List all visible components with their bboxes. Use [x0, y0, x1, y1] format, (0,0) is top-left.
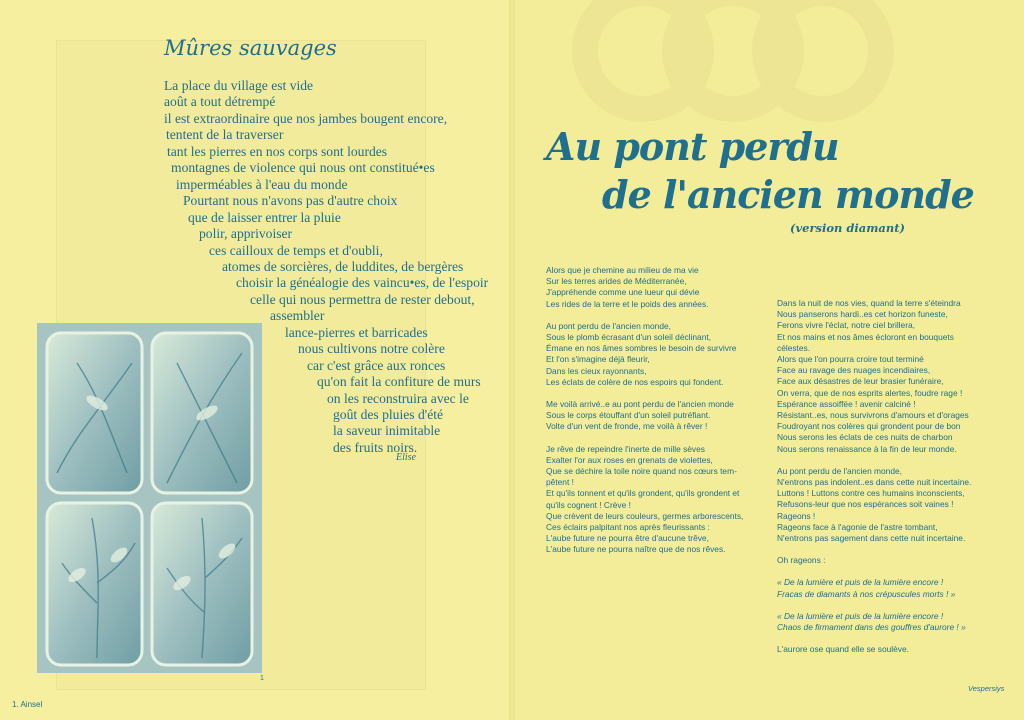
poem-line: on les reconstruira avec le: [327, 390, 469, 406]
page-gutter: [509, 0, 515, 720]
stanza: L'aurore ose quand elle se soulève.: [777, 644, 909, 655]
title-line-2: de l'ancien monde: [602, 172, 974, 217]
poem-line: ces cailloux de temps et d'oubli,: [209, 242, 383, 258]
poem-line: Pourtant nous n'avons pas d'autre choix: [183, 193, 398, 209]
engraved-tile-image: [37, 323, 262, 673]
stanza: Dans la nuit de nos vies, quand la terre s'éteindra Nous panserons hardi..es cet horizon funeste, Ferons vivre l'éclat, notre ciel brillera, Et nos mains et nos âmes écloront en bouquets célestes. Alors que l'on pourra croire tout terminé Face au ravage des nuages incendiaires, Face aux désastres de leur brasier funéraire, On verra, que de nos esprits alertes, foudre rage ! Espérance assoiffée ! avenir calciné ! Résistant..es, nous survivrons d'amours et d'orages Foudroyant nos colères qui grondent pour de bon Nous serons les éclats de ces nuits de charbon Nous serons renaissance à la fin de leur monde.: [777, 298, 969, 454]
poem-column-1: [546, 265, 761, 567]
stanza: Oh rageons :: [777, 555, 826, 566]
image-caption: 1: [260, 675, 264, 682]
poem-line: il est extraordinaire que nos jambes bougent encore,: [164, 110, 448, 126]
stanza: Je rêve de repeindre l'inerte de mille sèves Exalter l'or aux roses en grenats de violettes, Que se déchire la toile noire quand nos cœurs tem- pêtent ! Et qu'ils tonnent et qu'ils grondent, qu'ils grondent et qu'ils cognent ! Crève ! Que crèvent de leurs couleurs, germes arborescents, Ces éclairs palpitant nos après fleurissants : L'aube future ne pourra être d'aucune trêve, L'aube future ne pourra naître que de nos rêves.: [546, 443, 744, 555]
poem-column-2: [777, 298, 995, 666]
quote-stanza: « De la lumière et puis de la lumière encore ! Fracas de diamants à nos crépuscules morts ! »: [777, 577, 956, 599]
poem-line: atomes de sorcières, de luddites, de bergères: [222, 258, 464, 274]
poem-line: celle qui nous permettra de rester debout,: [250, 291, 475, 307]
poem-line: assembler: [270, 308, 325, 324]
page-footer: 1. Ainsel: [12, 700, 43, 709]
poem-author: Vespersiys: [968, 684, 1005, 693]
poem-line: choisir la généalogie des vaincu•es, de l'espoir: [236, 275, 489, 291]
stanza: Alors que je chemine au milieu de ma vie Sur les terres arides de Méditerranée, J'appréhende comme une lueur qui dévie Les rides de la terre et le poids des années.: [546, 265, 709, 309]
poem-title: Mûres sauvages: [164, 36, 337, 60]
poem-line: nous cultivons notre colère: [298, 341, 445, 357]
stanza: Au pont perdu de l'ancien monde, Sous le plomb écrasant d'un soleil déclinant, Émane en nos âmes sombres le besoin de survivre Et l'on s'imagine déjà fleurir, Dans les cieux rayonnants, Les éclats de colère de nos espoirs qui fondent.: [546, 320, 737, 387]
poem-signature: Elise: [396, 452, 416, 463]
poem-line: la saveur inimitable: [333, 423, 441, 439]
poem-line: tentent de la traverser: [166, 127, 284, 143]
stanza: Me voilà arrivé..e au pont perdu de l'ancien monde Sous le corps étouffant d'un soleil putréfiant. Volte d'un vent de fronde, me voilà à rêver !: [546, 399, 734, 432]
poem-line: août a tout détrempé: [164, 94, 276, 110]
poem-line: La place du village est vide: [164, 78, 314, 93]
poem-line: que de laisser entrer la pluie: [188, 209, 341, 225]
poem-line: goût des pluies d'été: [333, 407, 444, 422]
poem-line: imperméables à l'eau du monde: [176, 176, 348, 192]
ghost-letters-decoration: [910, 100, 930, 153]
title-line-1: Au pont perdu: [546, 124, 839, 169]
poem-line: montagnes de violence qui nous ont constitué•es: [171, 160, 435, 176]
poem-line: tant les pierres en nos corps sont lourdes: [167, 143, 388, 159]
poem-line: des fruits noirs.: [333, 439, 418, 455]
poem-line: qu'on fait la confiture de murs: [317, 374, 481, 390]
title-subtitle: (version diamant): [790, 221, 905, 235]
poem-line: lance-pierres et barricades: [285, 324, 428, 340]
stanza: Au pont perdu de l'ancien monde, N'entrons pas indolent..es dans cette nuit incertaine. Luttons ! Luttons contre ces humains inconscients, Refusons-leur que nos espérances soit vaines ! Rageons ! Rageons face à l'agonie de l'astre tombant, N'entrons pas sagement dans cette nuit incertaine.: [777, 465, 972, 544]
poem-line: polir, apprivoiser: [199, 226, 293, 242]
poem-line: car c'est grâce aux ronces: [307, 357, 446, 373]
embossed-foliage-illustration: [37, 323, 262, 673]
quote-stanza: « De la lumière et puis de la lumière encore ! Chaos de firmament dans des gouffres d'aurore ! »: [777, 610, 966, 633]
